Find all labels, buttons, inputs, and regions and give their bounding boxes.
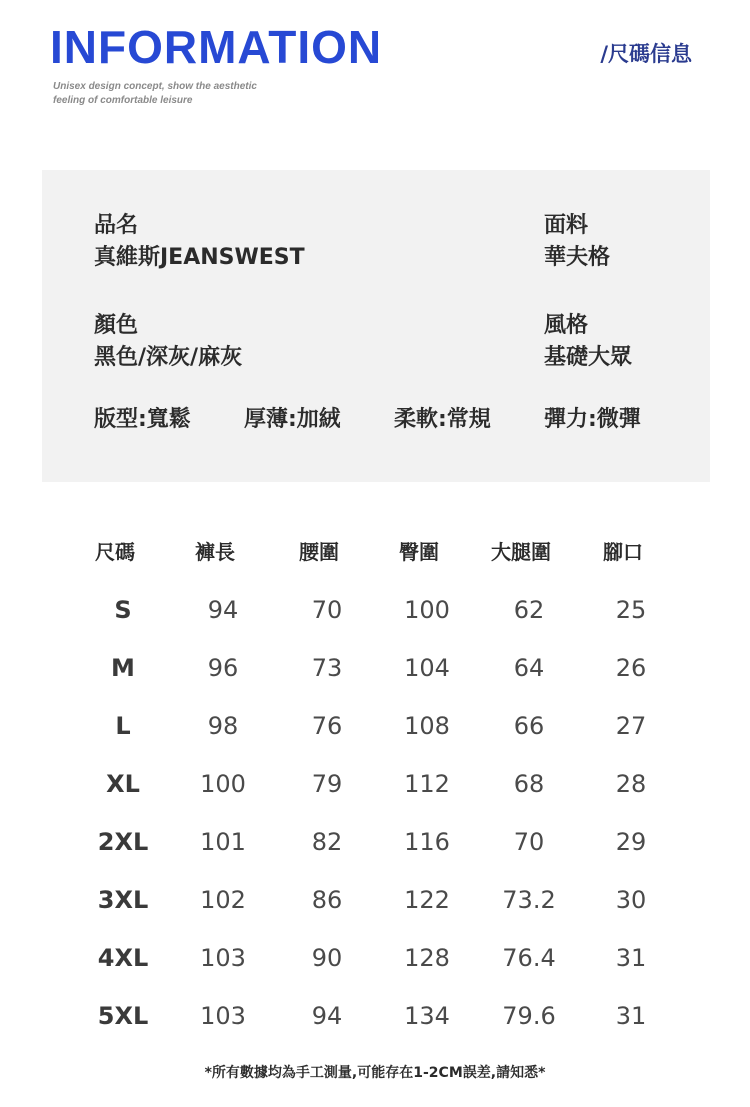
cell-length: 94 — [207, 596, 239, 624]
cell-waist: 76 — [311, 712, 343, 740]
color-value: 黑色/深灰/麻灰 — [94, 345, 243, 370]
cell-waist: 82 — [311, 828, 343, 856]
cell-length: 98 — [207, 712, 239, 740]
cell-leg-opening: 26 — [615, 654, 647, 682]
cell-size: XL — [106, 770, 140, 798]
cell-size: S — [114, 596, 132, 624]
cell-waist: 70 — [311, 596, 343, 624]
header-subtitle — [53, 80, 353, 108]
cell-hip: 122 — [404, 886, 450, 914]
cell-size: 5XL — [97, 1002, 149, 1030]
style-label: 風格 — [544, 313, 589, 338]
cell-waist: 79 — [311, 770, 343, 798]
color-label: 顏色 — [94, 313, 139, 338]
cell-size: 4XL — [97, 944, 149, 972]
fabric-value: 華夫格 — [544, 245, 611, 270]
header-leg-opening: 腳口 — [603, 540, 643, 564]
header-thigh: 大腿圍 — [491, 540, 551, 564]
cell-size: L — [115, 712, 131, 740]
cell-waist: 94 — [311, 1002, 343, 1030]
cell-thigh: 68 — [513, 770, 545, 798]
cell-waist: 73 — [311, 654, 343, 682]
cell-length: 101 — [200, 828, 246, 856]
cell-hip: 108 — [404, 712, 450, 740]
cell-hip: 128 — [404, 944, 450, 972]
cell-leg-opening: 31 — [615, 1002, 647, 1030]
cell-leg-opening: 27 — [615, 712, 647, 740]
spec-fit: 版型:寬鬆 — [94, 407, 191, 432]
color-block — [94, 310, 242, 374]
cell-hip: 116 — [404, 828, 450, 856]
spec-thickness: 厚薄:加絨 — [244, 407, 341, 432]
style-value: 基礎大眾 — [544, 345, 633, 370]
cell-length: 103 — [200, 1002, 246, 1030]
cell-hip: 112 — [404, 770, 450, 798]
header-hip: 臀圍 — [399, 540, 439, 564]
cell-thigh: 79.6 — [502, 1002, 556, 1030]
header-subtitle-line-2: feeling of comfortable leisure — [53, 95, 193, 106]
cell-waist: 86 — [311, 886, 343, 914]
cell-hip: 134 — [404, 1002, 450, 1030]
cell-leg-opening: 28 — [615, 770, 647, 798]
header-title: INFORMATION — [50, 21, 383, 73]
fabric-block — [544, 210, 610, 274]
style-block — [544, 310, 632, 374]
spec-elasticity: 彈力:微彈 — [544, 407, 641, 432]
size-info-label: /尺碼信息 — [600, 42, 692, 66]
product-name-label: 品名 — [94, 213, 139, 238]
cell-length: 96 — [207, 654, 239, 682]
cell-thigh: 66 — [513, 712, 545, 740]
cell-size: M — [111, 654, 135, 682]
cell-length: 102 — [200, 886, 246, 914]
cell-hip: 100 — [404, 596, 450, 624]
cell-size: 3XL — [97, 886, 149, 914]
cell-leg-opening: 31 — [615, 944, 647, 972]
cell-leg-opening: 29 — [615, 828, 647, 856]
product-name-block — [94, 210, 305, 274]
cell-size: 2XL — [97, 828, 149, 856]
header-size: 尺碼 — [95, 540, 135, 564]
measurement-footnote: *所有數據均為手工測量,可能存在1-2CM誤差,請知悉* — [204, 1065, 546, 1081]
cell-length: 103 — [200, 944, 246, 972]
cell-thigh: 64 — [513, 654, 545, 682]
cell-thigh: 73.2 — [502, 886, 556, 914]
header-subtitle-line-1: Unisex design concept, show the aesthetic — [53, 81, 257, 92]
fabric-label: 面料 — [544, 213, 589, 238]
header-waist: 腰圍 — [299, 540, 339, 564]
cell-thigh: 70 — [513, 828, 545, 856]
cell-waist: 90 — [311, 944, 343, 972]
header-length: 褲長 — [195, 540, 235, 564]
cell-thigh: 62 — [513, 596, 545, 624]
cell-hip: 104 — [404, 654, 450, 682]
cell-thigh: 76.4 — [502, 944, 556, 972]
cell-leg-opening: 25 — [615, 596, 647, 624]
cell-leg-opening: 30 — [615, 886, 647, 914]
cell-length: 100 — [200, 770, 246, 798]
product-name-value: 真維斯JEANSWEST — [94, 245, 305, 270]
product-info-panel — [42, 170, 710, 482]
spec-softness: 柔軟:常規 — [394, 407, 491, 432]
